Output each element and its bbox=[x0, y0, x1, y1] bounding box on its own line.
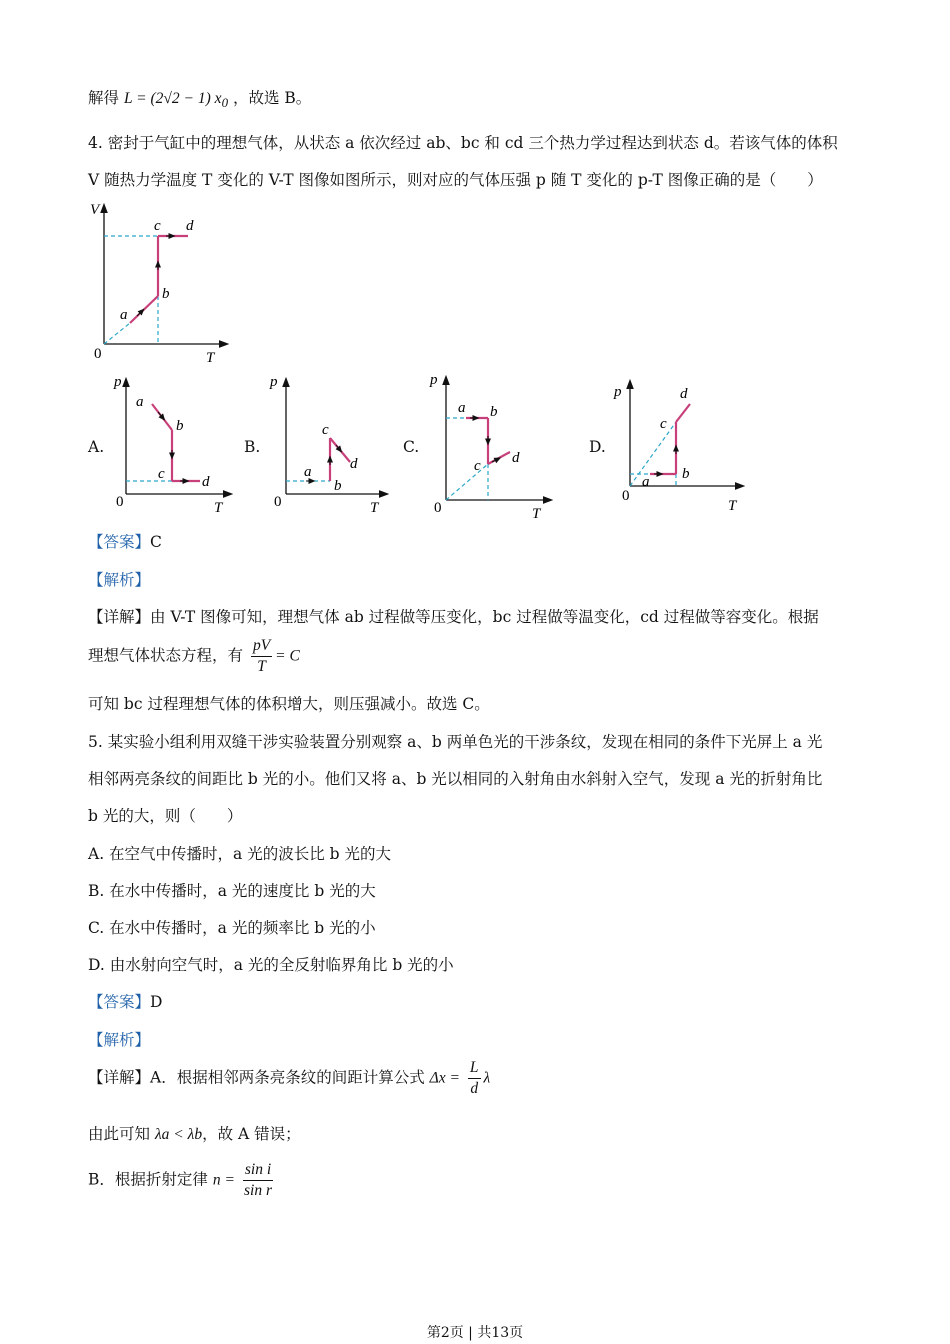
svg-text:V: V bbox=[90, 202, 100, 218]
svg-text:d: d bbox=[350, 456, 358, 472]
svg-text:b: b bbox=[162, 286, 170, 302]
svg-text:0: 0 bbox=[434, 500, 442, 516]
q5-detail-known: 由此可知 λa < λb，故 A 错误； bbox=[88, 1125, 301, 1143]
svg-text:b: b bbox=[176, 418, 184, 434]
q5-option-d: D. 由水射向空气时，a 光的全反射临界角比 b 光的小 bbox=[88, 956, 454, 974]
q4-detail-line1: 【详解】由 V-T 图像可知，理想气体 ab 过程做等压变化，bc 过程做等温变化，cd 过程做等容变化。根据 bbox=[88, 608, 819, 626]
fringe-spacing-fraction: $\frac{L}{d}$ bbox=[469, 1059, 479, 1097]
refraction-fraction: $\frac{\text{sin i}}{\text{sin r}}$ bbox=[244, 1161, 273, 1199]
q5-stem-line3: b 光的大，则（ ） bbox=[88, 807, 243, 825]
svg-text:T: T bbox=[532, 506, 541, 522]
svg-text:p: p bbox=[114, 374, 122, 390]
svg-text:p: p bbox=[614, 384, 622, 400]
svg-text:0: 0 bbox=[274, 494, 282, 510]
q4-analysis-tag: 【解析】 bbox=[88, 571, 151, 589]
option-c-graph bbox=[426, 368, 556, 523]
svg-text:0: 0 bbox=[622, 488, 630, 504]
svg-text:T: T bbox=[370, 500, 379, 516]
q5-stem-line2: 相邻两亮条纹的间距比 b 光的小。他们又将 a、b 光以相同的入射角由水斜射入空气，发现 a 光的折射角比 bbox=[88, 770, 823, 788]
page-footer: 第2页 | 共13页 bbox=[426, 1325, 524, 1341]
length-formula: L = (2√2 − 1) x bbox=[123, 90, 222, 107]
option-a-graph bbox=[110, 370, 235, 520]
svg-text:d: d bbox=[202, 474, 210, 490]
svg-text:T: T bbox=[728, 498, 737, 514]
svg-text:a: a bbox=[642, 474, 650, 490]
svg-text:a: a bbox=[458, 400, 466, 416]
svg-text:T: T bbox=[214, 500, 223, 516]
svg-text:c: c bbox=[154, 218, 161, 234]
q4-stem-line2: V 随热力学温度 T 变化的 V-T 图像如图所示，则对应的气体压强 p 随 T 变化的 p-T 图像正确的是（ ） bbox=[88, 171, 823, 189]
svg-text:b: b bbox=[682, 466, 690, 482]
vt-graph bbox=[84, 198, 234, 368]
q5-stem-line1: 5. 某实验小组利用双缝干涉实验装置分别观察 a、b 两单色光的干涉条纹，发现在相同的条件下光屏上 a 光 bbox=[88, 733, 823, 751]
q4-option-a-label: A. bbox=[88, 438, 105, 456]
option-d-graph bbox=[610, 374, 745, 519]
svg-text:a: a bbox=[120, 307, 128, 323]
svg-text:p: p bbox=[270, 374, 278, 390]
q4-detail-line3: 可知 bc 过程理想气体的体积增大，则压强减小。故选 C。 bbox=[88, 695, 490, 713]
svg-text:c: c bbox=[158, 466, 165, 482]
svg-text:c: c bbox=[660, 416, 667, 432]
svg-text:T: T bbox=[206, 350, 215, 366]
q5-option-c: C. 在水中传播时，a 光的频率比 b 光的小 bbox=[88, 919, 376, 937]
svg-text:b: b bbox=[334, 478, 342, 494]
q5-detail-a: 【详解】A．根据相邻两条亮条纹的间距计算公式 Δx = $\frac{L}{d}$ λ bbox=[88, 1059, 491, 1097]
q4-option-d-label: D. bbox=[589, 438, 606, 456]
svg-text:d: d bbox=[680, 386, 688, 402]
q4-stem-line1: 4. 密封于气缸中的理想气体，从状态 a 依次经过 ab、bc 和 cd 三个热力学过程达到状态 d。若该气体的体积 bbox=[88, 134, 838, 152]
svg-text:a: a bbox=[304, 464, 312, 480]
q4-detail-line2: 理想气体状态方程，有 $\frac{pV}{T}$ = C bbox=[88, 637, 300, 675]
svg-text:b: b bbox=[490, 404, 498, 420]
svg-text:p: p bbox=[430, 372, 438, 388]
svg-text:c: c bbox=[322, 422, 329, 438]
q5-answer: 【答案】D bbox=[88, 993, 163, 1011]
option-b-graph bbox=[266, 370, 391, 520]
q4-answer: 【答案】C bbox=[88, 533, 162, 551]
q4-option-b-label: B. bbox=[244, 438, 261, 456]
solution-line: 解得 L = (2√2 − 1) $x_0$ ，故选 B。 bbox=[88, 89, 312, 111]
svg-text:0: 0 bbox=[116, 494, 124, 510]
svg-text:d: d bbox=[512, 450, 520, 466]
svg-text:a: a bbox=[136, 394, 144, 410]
q5-option-b: B. 在水中传播时，a 光的速度比 b 光的大 bbox=[88, 882, 376, 900]
state-equation-fraction: $\frac{pV}{T}$ bbox=[252, 637, 271, 675]
q4-option-c-label: C. bbox=[403, 438, 420, 456]
svg-text:d: d bbox=[186, 218, 194, 234]
svg-text:0: 0 bbox=[94, 346, 102, 362]
svg-text:c: c bbox=[474, 458, 481, 474]
q5-analysis-tag: 【解析】 bbox=[88, 1031, 151, 1049]
q5-detail-b: B．根据折射定律 n = $\frac{\text{sin i}}{\text{sin r}}$ bbox=[88, 1161, 273, 1199]
q5-option-a: A. 在空气中传播时，a 光的波长比 b 光的大 bbox=[88, 845, 391, 863]
